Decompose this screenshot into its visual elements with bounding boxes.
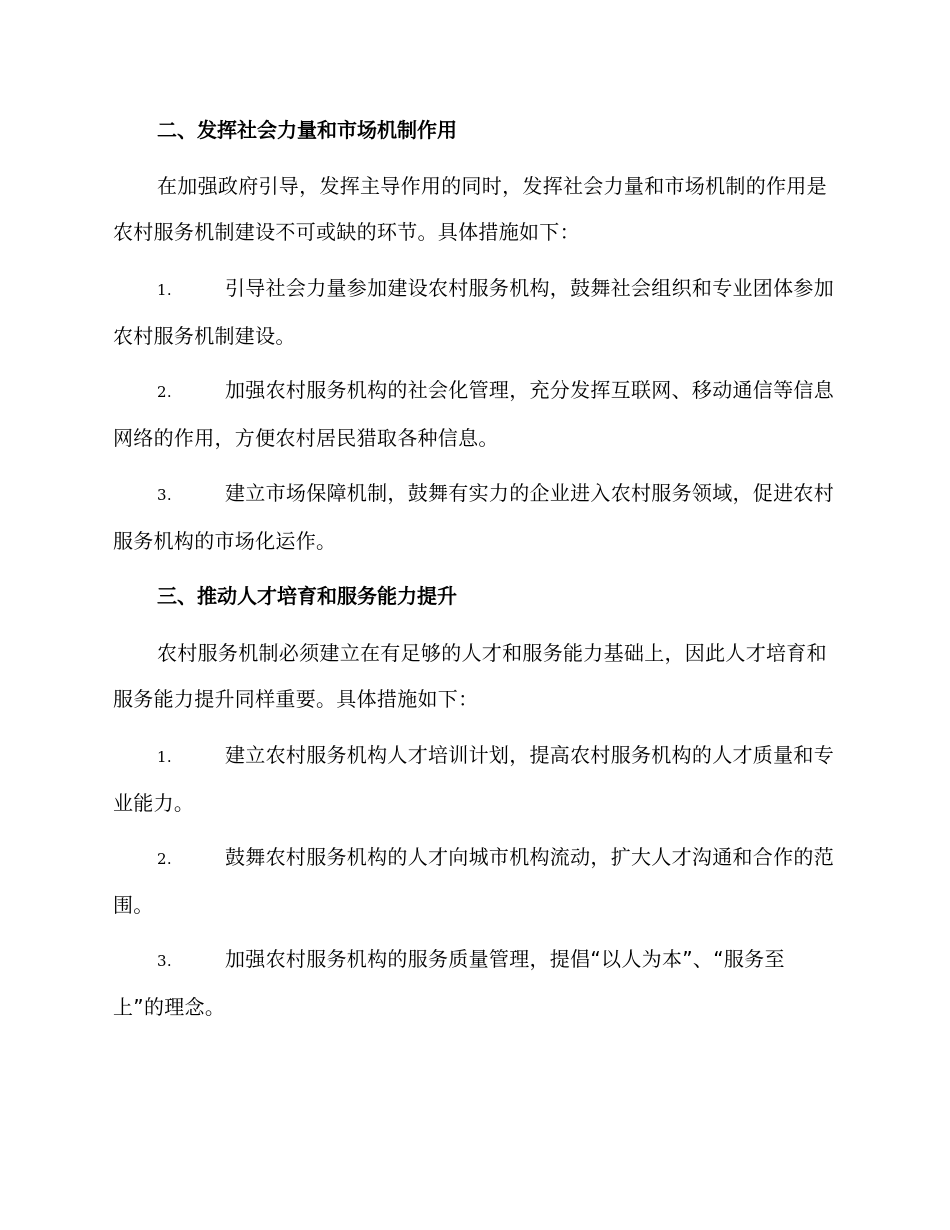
list-item-text: 加强农村服务机构的社会化管理，充分发挥互联网、移动通信等信息网络的作用，方便农村居民猎取各种信息。 — [113, 378, 834, 450]
list-item-text: 加强农村服务机构的服务质量管理，提倡“以人为本”、“服务至上”的理念。 — [113, 947, 785, 1019]
section-heading: 三、推动人才培育和服务能力提升 — [157, 584, 457, 608]
list-item-text: 建立市场保障机制，鼓舞有实力的企业进入农村服务领域，促进农村服务机构的市场化运作。 — [113, 481, 834, 553]
list-item — [113, 834, 835, 928]
list-item — [113, 936, 835, 1030]
list-item — [113, 470, 835, 564]
list-item — [113, 265, 835, 359]
list-item-number: 3. — [157, 486, 172, 504]
list-item-number: 3. — [157, 952, 172, 970]
list-item — [113, 732, 835, 826]
section-intro: 农村服务机制必须建立在有足够的人才和服务能力基础上，因此人才培育和服务能力提升同样重要。具体措施如下： — [113, 641, 827, 711]
list-item — [113, 367, 835, 461]
section-heading: 二、发挥社会力量和市场机制作用 — [157, 118, 457, 142]
list-item-number: 2. — [157, 383, 172, 401]
section-intro: 在加强政府引导，发挥主导作用的同时，发挥社会力量和市场机制的作用是农村服务机制建设不可或缺的环节。具体措施如下： — [113, 174, 827, 244]
list-item-number: 1. — [157, 281, 172, 299]
list-item-number: 2. — [157, 850, 172, 868]
list-item-text: 建立农村服务机构人才培训计划，提高农村服务机构的人才质量和专业能力。 — [113, 743, 834, 815]
list-item-text: 鼓舞农村服务机构的人才向城市机构流动，扩大人才沟通和合作的范围。 — [113, 845, 834, 917]
list-item-text: 引导社会力量参加建设农村服务机构，鼓舞社会组织和专业团体参加农村服务机制建设。 — [113, 276, 834, 348]
list-item-number: 1. — [157, 748, 172, 766]
